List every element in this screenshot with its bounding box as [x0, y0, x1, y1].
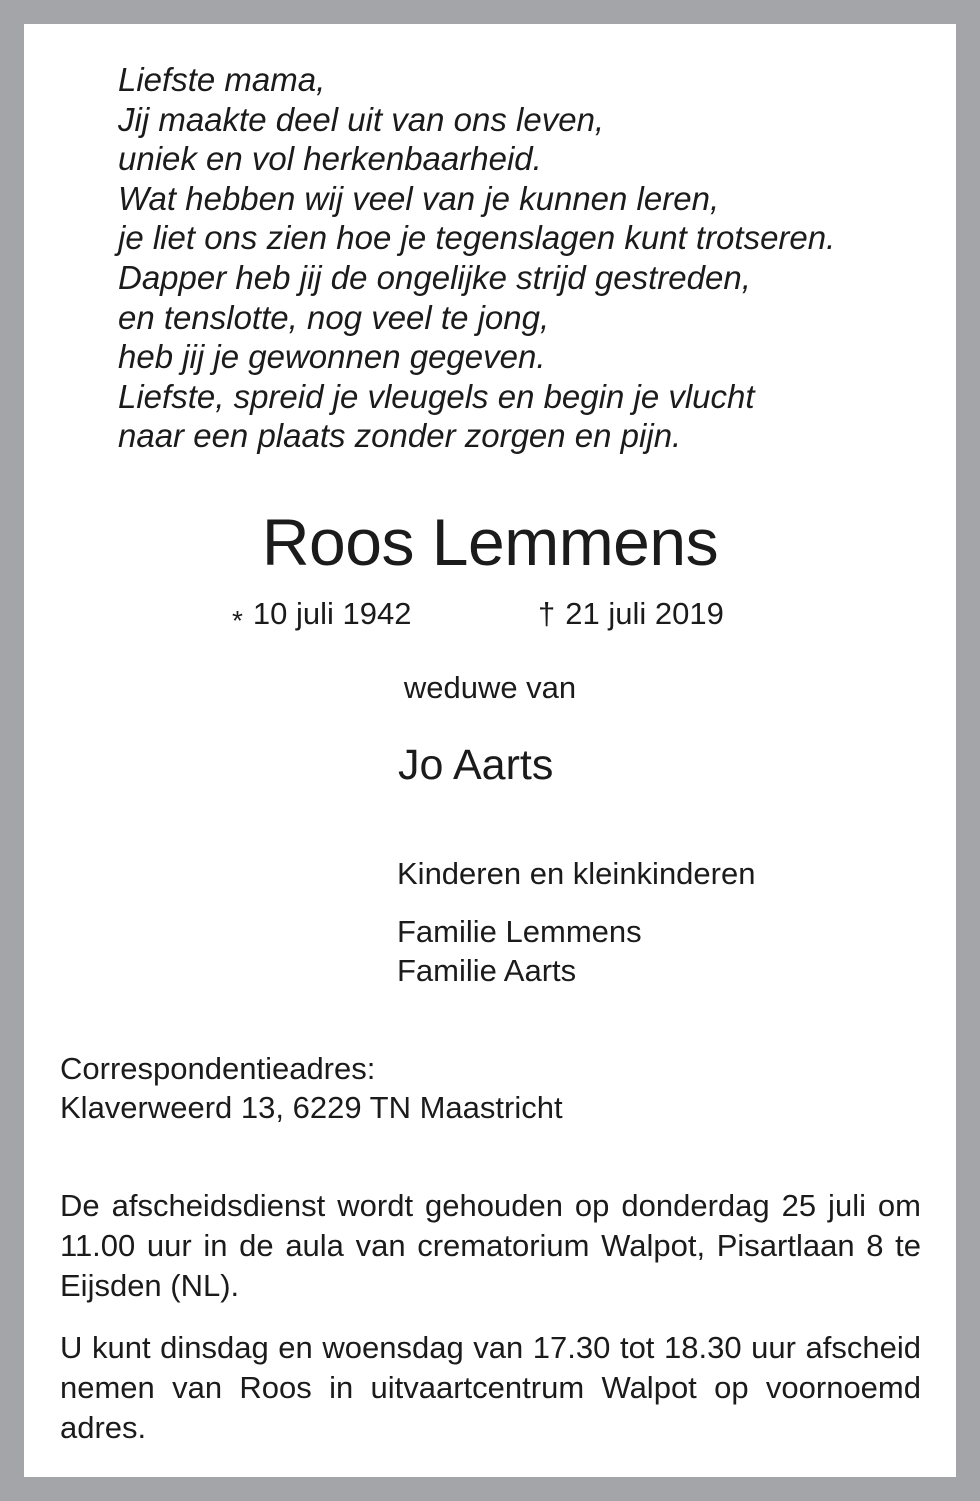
birth-date-line — [232, 596, 412, 636]
mourners-family-aarts: Familie Aarts — [397, 953, 577, 988]
poem-line: heb jij je gewonnen gegeven. — [118, 338, 546, 376]
birth-date: 10 juli 1942 — [252, 596, 412, 631]
correspondence-label: Correspondentieadres: — [60, 1051, 376, 1086]
poem-line: Dapper heb jij de ongelijke strijd gestreden, — [118, 258, 751, 296]
poem-line: Liefste mama, — [118, 61, 326, 98]
mourners-children: Kinderen en kleinkinderen — [397, 856, 756, 891]
poem-line: je liet ons zien hoe je tegenslagen kunt trotseren. — [118, 219, 836, 257]
deceased-name: Roos Lemmens — [261, 505, 719, 579]
visitation-paragraph: U kunt dinsdag en woensdag van 17.30 tot 18.30 uur afscheid nemen van Roos in uitvaartcentrum Walpot op voornoemd adres. — [60, 1330, 921, 1445]
poem-line: uniek en vol herkenbaarheid. — [118, 140, 542, 178]
poem-line: en tenslotte, nog veel te jong, — [118, 298, 550, 336]
poem-line: naar een plaats zonder zorgen en pijn. — [118, 417, 682, 455]
death-date-line — [538, 596, 724, 632]
death-date: 21 juli 2019 — [565, 596, 724, 631]
death-cross-icon: † — [538, 596, 556, 631]
poem-line: Liefste, spreid je vleugels en begin je vlucht — [118, 377, 755, 415]
poem-line: Wat hebben wij veel van je kunnen leren, — [118, 179, 720, 217]
birth-star-icon: * — [232, 605, 243, 636]
obituary-card — [24, 24, 956, 1477]
spouse-name: Jo Aarts — [398, 741, 554, 789]
service-paragraph: De afscheidsdienst wordt gehouden op donderdag 25 juli om 11.00 uur in de aula van crematorium Walpot, Pisartlaan 8 te Eijsden (NL). — [60, 1188, 921, 1303]
poem — [118, 60, 835, 456]
mourners-family-lemmens: Familie Lemmens — [397, 914, 642, 949]
relation-label: weduwe van — [403, 670, 577, 705]
poem-line: Jij maakte deel uit van ons leven, — [118, 100, 605, 138]
correspondence-address: Klaverweerd 13, 6229 TN Maastricht — [60, 1090, 563, 1125]
